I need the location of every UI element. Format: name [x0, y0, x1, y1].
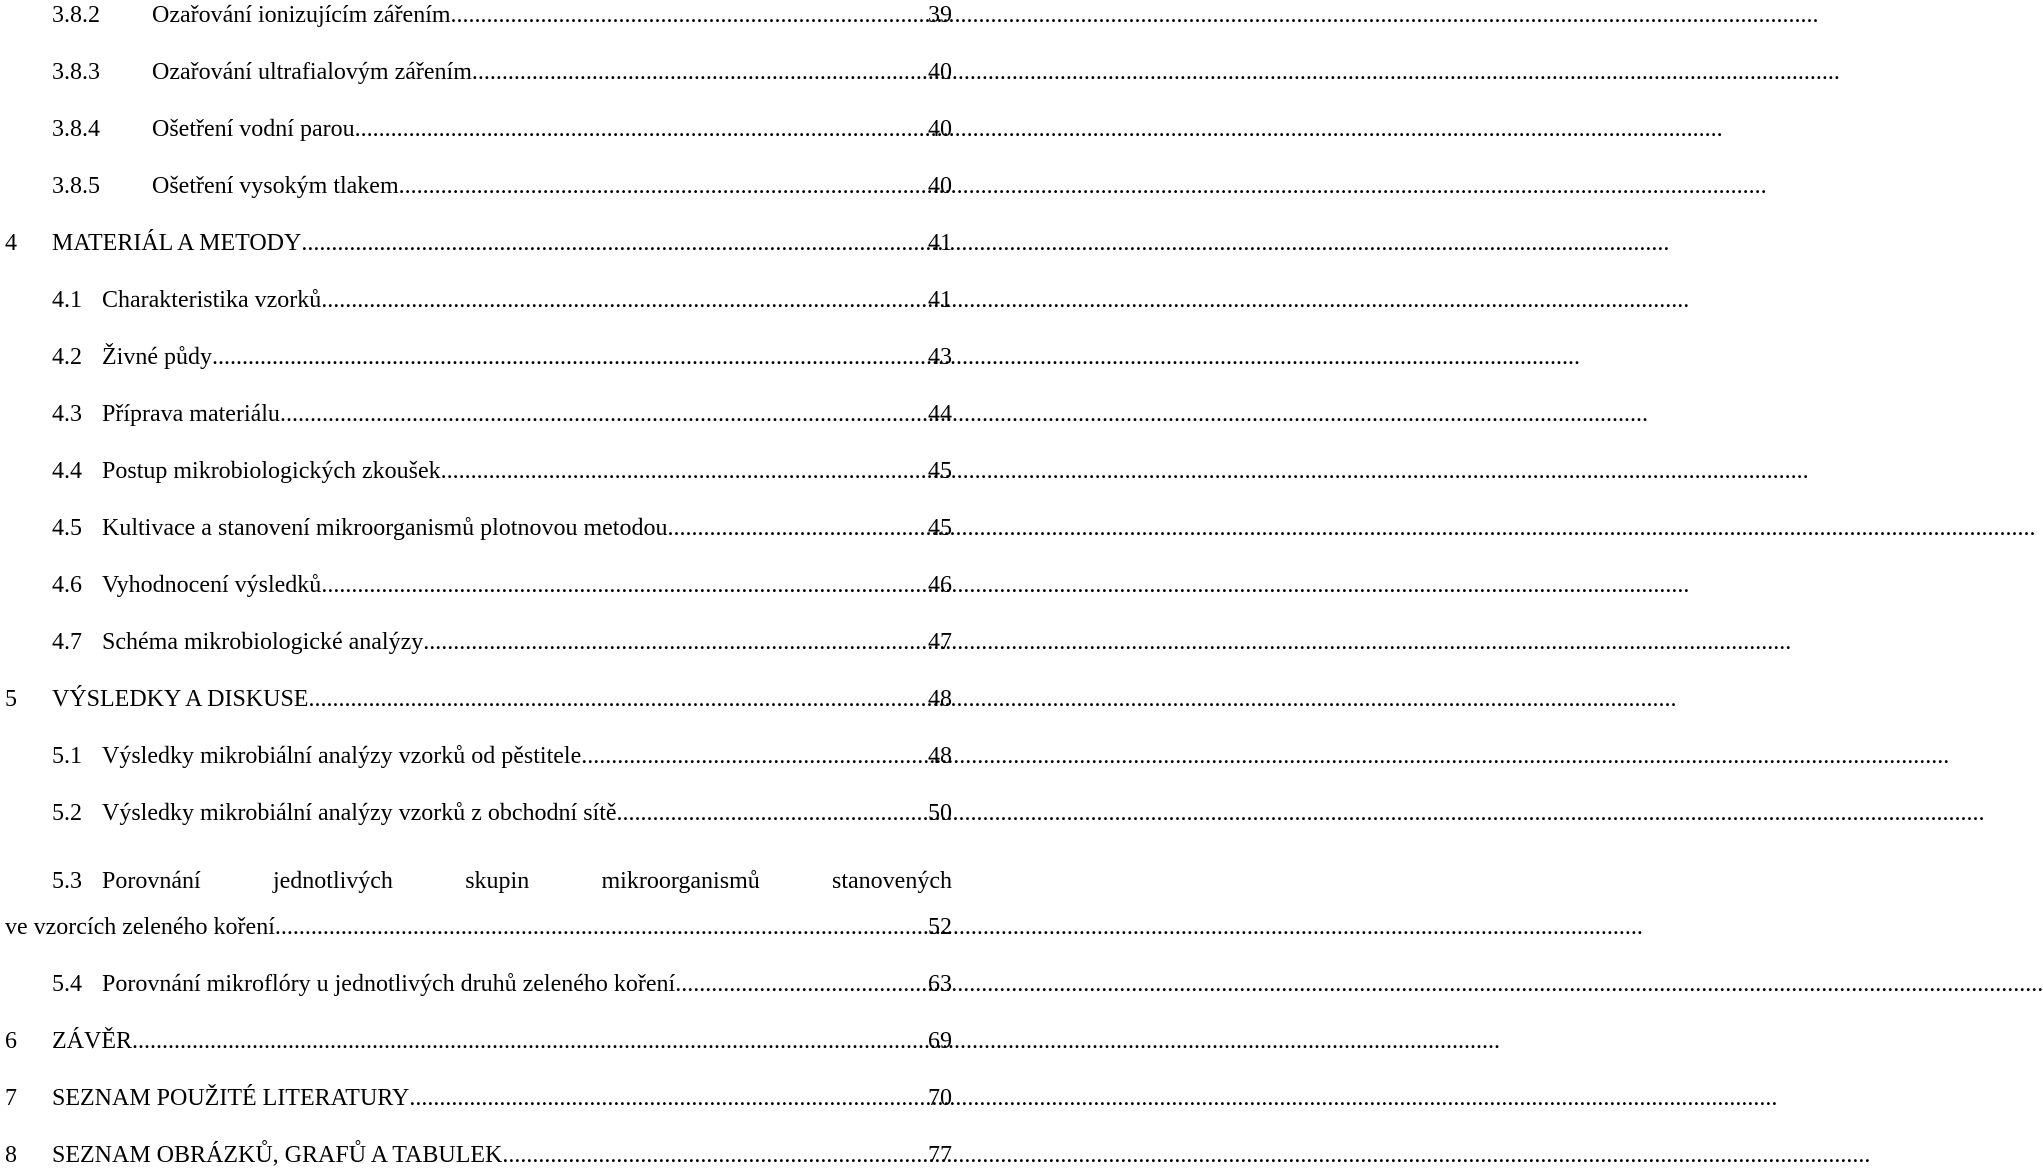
- toc-dot-leader: [423, 622, 926, 662]
- toc-title-word: jednotlivých: [272, 868, 393, 894]
- toc-entry-number: 3.8.5: [52, 173, 100, 199]
- toc-entry-number: 5.3: [52, 868, 82, 894]
- toc-entry-4-7[interactable]: [0, 622, 960, 662]
- toc-entry-8[interactable]: [0, 1135, 960, 1175]
- toc-entry-number: 3.8.2: [52, 2, 100, 28]
- toc-dot-leader: [301, 223, 926, 263]
- toc-entry-page: 47: [928, 629, 952, 655]
- toc-entry-3-8-4[interactable]: [0, 109, 960, 149]
- toc-dot-leader: [212, 337, 926, 377]
- toc-entry-number: 6: [5, 1028, 17, 1054]
- toc-entry-title: Ošetření vysokým tlakem: [152, 173, 399, 199]
- toc-entry-title: VÝSLEDKY A DISKUSE: [52, 686, 309, 712]
- toc-entry-5-4[interactable]: [0, 964, 960, 1004]
- toc-entry-title: Příprava materiálu: [102, 401, 280, 427]
- toc-entry-page: 48: [928, 686, 952, 712]
- toc-dot-leader: [581, 736, 926, 776]
- toc-entry-page: 45: [928, 515, 952, 541]
- toc-entry-4-2[interactable]: [0, 337, 960, 377]
- toc-dot-leader: [321, 280, 926, 320]
- toc-entry-6[interactable]: [0, 1021, 960, 1061]
- toc-entry-page: 52: [928, 914, 952, 940]
- toc-dot-leader: [472, 52, 926, 92]
- toc-dot-leader: [275, 907, 926, 947]
- toc-title-word: skupin: [465, 868, 530, 894]
- toc-entry-page: 40: [928, 59, 952, 85]
- toc-title-word: Porovnání: [102, 868, 201, 894]
- toc-dot-leader: [667, 508, 926, 548]
- toc-entry-page: 39: [928, 2, 952, 28]
- toc-entry-number: 3.8.3: [52, 59, 100, 85]
- toc-entry-number: 4: [5, 230, 17, 256]
- toc-entry-title: Porovnání mikroflóry u jednotlivých druhů zeleného koření: [102, 971, 676, 997]
- toc-entry-page: 41: [928, 230, 952, 256]
- toc-entry-number: 8: [5, 1142, 17, 1168]
- toc-entry-page: 50: [928, 800, 952, 826]
- toc-entry-number: 4.6: [52, 572, 82, 598]
- toc-entry-page: 40: [928, 173, 952, 199]
- toc-entry-3-8-3[interactable]: [0, 52, 960, 92]
- toc-entry-4-3[interactable]: [0, 394, 960, 434]
- toc-entry-3-8-5[interactable]: [0, 166, 960, 206]
- toc-entry-title: Vyhodnocení výsledků: [102, 572, 322, 598]
- toc-entry-page: 70: [928, 1085, 952, 1111]
- toc-entry-page: 41: [928, 287, 952, 313]
- toc-entry-page: 44: [928, 401, 952, 427]
- toc-entry-number: 4.7: [52, 629, 82, 655]
- toc-entry-title: Postup mikrobiologických zkoušek: [102, 458, 441, 484]
- toc-title-word: mikroorganismů: [601, 868, 760, 894]
- toc-entry-title-line1: [102, 861, 952, 901]
- toc-entry-4-4[interactable]: [0, 451, 960, 491]
- toc-dot-leader: [617, 793, 926, 833]
- toc-entry-page: 43: [928, 344, 952, 370]
- toc-dot-leader: [399, 166, 926, 206]
- toc-entry-number: 5.2: [52, 800, 82, 826]
- toc-entry-title: Výsledky mikrobiální analýzy vzorků od pěstitele: [102, 743, 582, 769]
- toc-entry-number: 5.4: [52, 971, 82, 997]
- toc-entry-4-5[interactable]: [0, 508, 960, 548]
- toc-entry-title: Živné půdy: [102, 344, 212, 370]
- toc-title-word: stanovených: [832, 868, 952, 894]
- toc-entry-number: 4.4: [52, 458, 82, 484]
- toc-entry-5-3[interactable]: [0, 861, 960, 901]
- toc-entry-5[interactable]: [0, 679, 960, 719]
- toc-entry-7[interactable]: [0, 1078, 960, 1118]
- toc-entry-page: 46: [928, 572, 952, 598]
- toc-entry-4-6[interactable]: [0, 565, 960, 605]
- toc-entry-page: 63: [928, 971, 952, 997]
- toc-entry-number: 5.1: [52, 743, 82, 769]
- toc-entry-page: 40: [928, 116, 952, 142]
- toc-entry-4[interactable]: [0, 223, 960, 263]
- toc-dot-leader: [502, 1135, 926, 1175]
- toc-entry-title: Kultivace a stanovení mikroorganismů plotnovou metodou: [102, 515, 668, 541]
- toc-entry-title: Charakteristika vzorků: [102, 287, 322, 313]
- toc-dot-leader: [132, 1021, 926, 1061]
- toc-dot-leader: [280, 394, 926, 434]
- toc-entry-4-1[interactable]: [0, 280, 960, 320]
- toc-entry-5-1[interactable]: [0, 736, 960, 776]
- toc-entry-number: 3.8.4: [52, 116, 100, 142]
- toc-entry-title: Ošetření vodní parou: [152, 116, 355, 142]
- toc-entry-title: Ozařování ultrafialovým zářením: [152, 59, 472, 85]
- toc-dot-leader: [308, 679, 926, 719]
- toc-entry-title: SEZNAM POUŽITÉ LITERATURY: [52, 1085, 410, 1111]
- toc-entry-number: 4.2: [52, 344, 82, 370]
- toc-entry-title: ZÁVĚR: [52, 1028, 132, 1054]
- toc-entry-title: Výsledky mikrobiální analýzy vzorků z obchodní sítě: [102, 800, 617, 826]
- toc-entry-page: 77: [928, 1142, 952, 1168]
- toc-entry-page: 69: [928, 1028, 952, 1054]
- toc-entry-title: Ozařování ionizujícím zářením: [152, 2, 451, 28]
- toc-entry-page: 45: [928, 458, 952, 484]
- toc-entry-number: 4.1: [52, 287, 82, 313]
- toc-dot-leader: [355, 109, 926, 149]
- toc-entry-number: 4.5: [52, 515, 82, 541]
- toc-dot-leader: [321, 565, 926, 605]
- toc-entry-number: 4.3: [52, 401, 82, 427]
- toc-entry-5-2[interactable]: [0, 793, 960, 833]
- toc-dot-leader: [441, 451, 926, 491]
- toc-dot-leader: [451, 0, 926, 35]
- table-of-contents: [0, 0, 960, 1172]
- toc-entry-title-line2: ve vzorcích zeleného koření: [5, 914, 275, 940]
- toc-entry-number: 7: [5, 1085, 17, 1111]
- toc-dot-leader: [675, 964, 926, 1004]
- toc-entry-number: 5: [5, 686, 17, 712]
- toc-entry-title: Schéma mikrobiologické analýzy: [102, 629, 424, 655]
- toc-entry-title: MATERIÁL A METODY: [52, 230, 302, 256]
- toc-entry-5-3-continued[interactable]: [0, 907, 960, 947]
- toc-entry-3-8-2[interactable]: [0, 0, 960, 35]
- toc-entry-page: 48: [928, 743, 952, 769]
- toc-dot-leader: [409, 1078, 926, 1118]
- toc-entry-title: SEZNAM OBRÁZKŮ, GRAFŮ A TABULEK: [52, 1142, 503, 1168]
